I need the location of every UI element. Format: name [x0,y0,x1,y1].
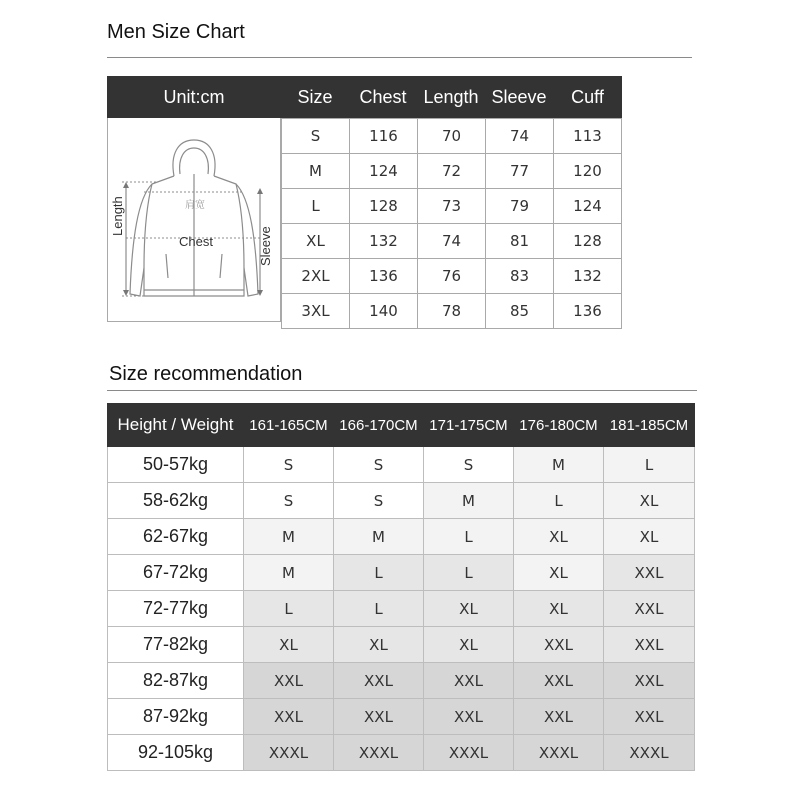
size-cell: 3XL [282,294,350,329]
table-row [108,735,695,771]
weight-cell: 50-57kg [108,447,244,483]
corner-header: Height / Weight [108,404,244,447]
size-cell: XXL [334,699,424,735]
height-header: 171-175CM [424,404,514,447]
size-cell: XXL [244,663,334,699]
table-row [282,119,622,154]
size-cell: M [334,519,424,555]
chest-cell: 132 [350,224,418,259]
recommendation-table [107,403,694,772]
size-cell: L [334,591,424,627]
size-cell: M [282,154,350,189]
table-row [282,224,622,259]
cuff-cell: 124 [554,189,622,224]
size-cell: L [334,555,424,591]
length-cell: 70 [418,119,486,154]
header-chest: Chest [359,87,407,107]
table-row [282,259,622,294]
size-cell: L [282,189,350,224]
size-cell: S [334,483,424,519]
size-chart-grid [281,118,622,322]
jacket-illustration [107,118,281,322]
size-cell: L [514,483,604,519]
chest-cell: 136 [350,259,418,294]
size-cell: L [424,519,514,555]
chest-cell: 116 [350,119,418,154]
sleeve-label: Sleeve [258,226,273,266]
weight-cell: 92-105kg [108,735,244,771]
header-size: Size [297,87,333,107]
size-cell: M [244,555,334,591]
table-row [282,189,622,224]
recommendation-divider [107,390,697,391]
chest-label: Chest [179,234,213,249]
jacket-icon [108,118,280,321]
sleeve-cell: 85 [486,294,554,329]
size-cell: L [604,447,695,483]
sleeve-cell: 79 [486,189,554,224]
size-cell: XXL [604,591,695,627]
size-cell: L [424,555,514,591]
size-cell: XXL [514,663,604,699]
size-cell: M [424,483,514,519]
size-cell: XXL [244,699,334,735]
sleeve-cell: 74 [486,119,554,154]
size-cell: XL [244,627,334,663]
size-cell: 2XL [282,259,350,294]
size-cell: XXL [424,663,514,699]
table-row [108,699,695,735]
length-cell: 78 [418,294,486,329]
cuff-cell: 120 [554,154,622,189]
height-header: 161-165CM [244,404,334,447]
size-cell: XXXL [424,735,514,771]
weight-cell: 67-72kg [108,555,244,591]
size-cell: XL [514,591,604,627]
recommendation-header [108,404,695,447]
sleeve-cell: 83 [486,259,554,294]
size-cell: S [424,447,514,483]
length-label: Length [110,196,125,236]
chest-cell: 124 [350,154,418,189]
size-cell: XXL [424,699,514,735]
table-row [108,447,695,483]
unit-label: Unit:cm [163,87,225,107]
size-cell: XXXL [244,735,334,771]
weight-cell: 87-92kg [108,699,244,735]
cuff-cell: 136 [554,294,622,329]
cuff-cell: 128 [554,224,622,259]
weight-cell: 72-77kg [108,591,244,627]
sleeve-cell: 77 [486,154,554,189]
chest-cell: 128 [350,189,418,224]
weight-cell: 58-62kg [108,483,244,519]
size-cell: S [244,447,334,483]
size-cell: L [244,591,334,627]
size-cell: XXXL [604,735,695,771]
size-chart-header [107,76,622,118]
size-cell: XL [334,627,424,663]
size-cell: XL [282,224,350,259]
size-cell: XXL [514,627,604,663]
table-row [108,519,695,555]
size-cell: XXL [604,627,695,663]
size-cell: XL [514,555,604,591]
header-length: Length [423,87,479,107]
size-cell: XL [604,519,695,555]
table-row [108,663,695,699]
size-cell: XXL [604,663,695,699]
length-cell: 73 [418,189,486,224]
recommendation-title: Size recommendation [109,363,303,385]
size-cell: XXL [604,699,695,735]
size-cell: XXXL [514,735,604,771]
sleeve-cell: 81 [486,224,554,259]
table-row [108,627,695,663]
size-cell: XXXL [334,735,424,771]
length-cell: 72 [418,154,486,189]
header-cuff: Cuff [571,87,604,107]
size-cell: XL [424,591,514,627]
chest-cell: 140 [350,294,418,329]
table-row [282,154,622,189]
size-cell: XXL [334,663,424,699]
size-cell: M [244,519,334,555]
size-chart-divider [107,57,692,58]
size-cell: S [244,483,334,519]
size-cell: XL [424,627,514,663]
header-sleeve: Sleeve [491,87,547,107]
shoulder-label: 肩宽 [185,200,205,211]
size-cell: XL [604,483,695,519]
length-cell: 76 [418,259,486,294]
height-header: 181-185CM [604,404,695,447]
weight-cell: 62-67kg [108,519,244,555]
length-cell: 74 [418,224,486,259]
size-cell: XL [514,519,604,555]
size-cell: XXL [604,555,695,591]
size-cell: XXL [514,699,604,735]
cuff-cell: 113 [554,119,622,154]
table-row [108,591,695,627]
table-row [282,294,622,329]
size-chart-table [107,76,622,322]
table-row [108,483,695,519]
table-row [108,555,695,591]
weight-cell: 77-82kg [108,627,244,663]
height-header: 166-170CM [334,404,424,447]
size-cell: S [282,119,350,154]
cuff-cell: 132 [554,259,622,294]
height-header: 176-180CM [514,404,604,447]
size-cell: S [334,447,424,483]
size-chart-title: Men Size Chart [107,21,245,43]
weight-cell: 82-87kg [108,663,244,699]
size-cell: M [514,447,604,483]
